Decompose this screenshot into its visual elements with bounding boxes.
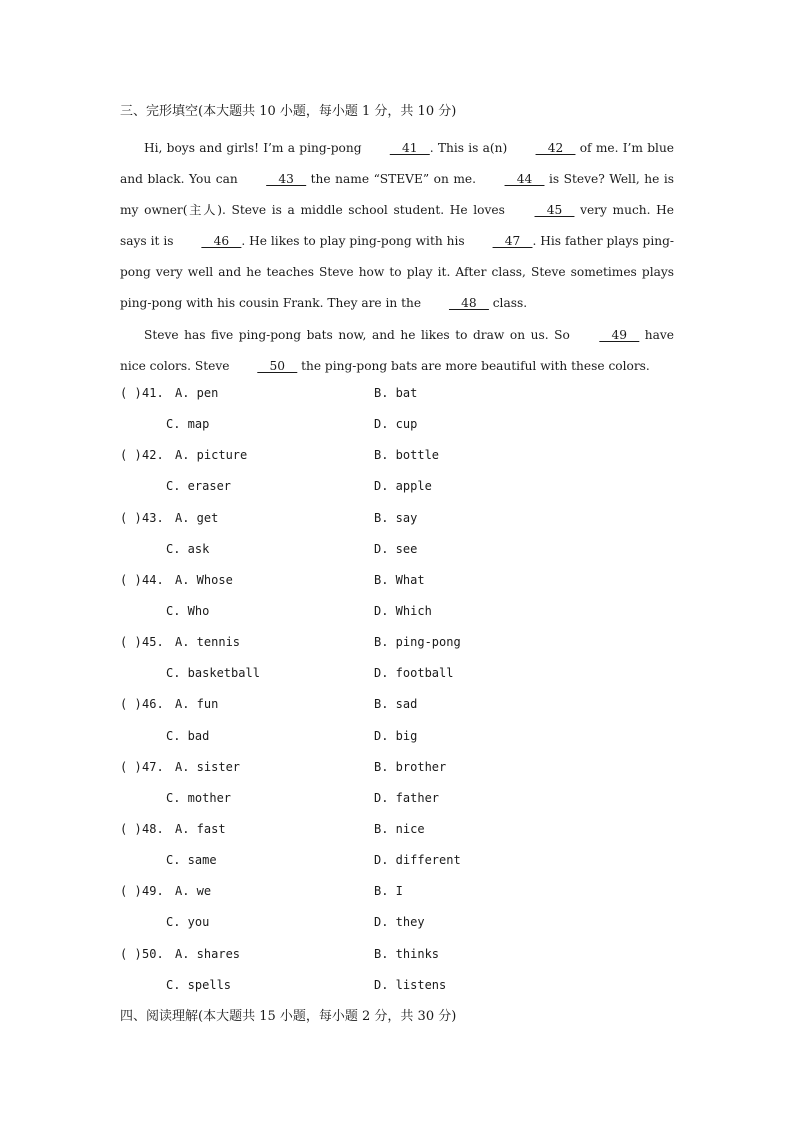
blank-49: __49__: [599, 327, 640, 342]
option-d: D. see: [374, 541, 418, 556]
question-row: [120, 378, 680, 409]
option-c: C. bad: [166, 728, 210, 743]
question-number: 45.: [142, 635, 164, 650]
passage-text: the ping-pong bats are more beautiful with these colors.: [297, 358, 650, 373]
option-c: C. basketball: [166, 666, 260, 681]
option-a: A. fast: [175, 821, 226, 836]
question-list: [120, 378, 680, 1001]
blank-43: __43__: [266, 172, 307, 187]
blank-46: __46__: [201, 234, 242, 249]
question-row-options: [120, 907, 680, 938]
question-number: 47.: [142, 759, 164, 774]
question-row: [120, 939, 680, 970]
answer-paren: ( ): [120, 448, 142, 463]
option-d: D. football: [374, 666, 454, 681]
blank-44: __44__: [504, 172, 545, 187]
passage-text: Hi, boys and girls! I’m a ping-pong: [144, 141, 366, 155]
question-row: [120, 627, 680, 658]
option-a: A. get: [175, 510, 219, 525]
question-number: 48.: [142, 821, 164, 836]
question-row-options: [120, 471, 680, 502]
option-c: C. eraser: [166, 479, 232, 494]
option-a: A. shares: [175, 946, 241, 961]
option-d: D. cup: [374, 417, 418, 432]
question-number: 50.: [142, 946, 164, 961]
passage-paragraph-2: [120, 320, 674, 382]
answer-paren: ( ): [120, 759, 142, 774]
option-a: A. picture: [175, 448, 248, 463]
question-row-options: [120, 970, 680, 1001]
option-b: B. bat: [374, 386, 418, 400]
answer-paren: ( ): [120, 884, 142, 899]
option-c: C. spells: [166, 977, 232, 992]
passage-text: class.: [488, 296, 528, 311]
answer-paren: ( ): [120, 635, 142, 650]
passage-text: the name “STEVE” on me.: [306, 172, 481, 187]
question-number: 46.: [142, 697, 164, 712]
option-a: A. we: [175, 884, 212, 899]
option-c: C. you: [166, 915, 210, 930]
option-c: C. Who: [166, 603, 210, 618]
option-b: B. bottle: [374, 448, 440, 463]
option-c: C. same: [166, 853, 217, 868]
passage-text: . This is a(n): [429, 141, 512, 155]
question-row-options: [120, 783, 680, 814]
answer-paren: ( ): [120, 572, 142, 587]
option-d: D. they: [374, 915, 425, 930]
question-row: [120, 503, 680, 534]
option-b: B. sad: [374, 697, 418, 712]
option-b: B. What: [374, 572, 425, 587]
option-b: B. nice: [374, 821, 425, 836]
option-d: D. apple: [374, 479, 432, 494]
answer-paren: ( ): [120, 386, 142, 400]
option-a: A. tennis: [175, 635, 241, 650]
blank-41: __41__: [389, 141, 430, 155]
option-d: D. Which: [374, 603, 432, 618]
passage-paragraph-1: [120, 133, 674, 320]
option-c: C. map: [166, 417, 210, 432]
passage-text: is Steve? Well, he is my owner(主人). Steve is a middle school student. He loves: [120, 172, 675, 218]
question-row-options: [120, 534, 680, 565]
option-c: C. ask: [166, 541, 210, 556]
blank-48: __48__: [448, 296, 489, 311]
passage-text: . His father plays ping-pong very well and he teaches Steve how to play it. After class, Steve sometimes plays ping-pong with his cousin Frank. They are in the: [120, 234, 674, 311]
question-row: [120, 814, 680, 845]
passage-text: very much. He says it is: [120, 203, 675, 249]
option-a: A. fun: [175, 697, 219, 712]
option-b: B. ping-pong: [374, 635, 461, 650]
question-row-options: [120, 721, 680, 752]
question-row: [120, 440, 680, 471]
question-row-options: [120, 845, 680, 876]
blank-42: __42__: [535, 141, 576, 155]
option-b: B. I: [374, 884, 403, 899]
question-row-options: [120, 596, 680, 627]
question-row-options: [120, 658, 680, 689]
option-b: B. brother: [374, 759, 447, 774]
answer-paren: ( ): [120, 510, 142, 525]
cloze-passage: [120, 133, 674, 382]
question-row: [120, 565, 680, 596]
option-b: B. thinks: [374, 946, 440, 961]
answer-paren: ( ): [120, 821, 142, 836]
question-number: 44.: [142, 572, 164, 587]
blank-47: __47__: [492, 234, 533, 249]
answer-paren: ( ): [120, 697, 142, 712]
option-a: A. sister: [175, 759, 241, 774]
section-3-title: 三、完形填空(本大题共 10 小题，每小题 1 分，共 10 分): [120, 104, 457, 119]
question-number: 42.: [142, 448, 164, 463]
question-number: 49.: [142, 884, 164, 899]
answer-paren: ( ): [120, 946, 142, 961]
section-4-title: 四、阅读理解(本大题共 15 小题，每小题 2 分，共 30 分): [120, 1009, 457, 1024]
passage-text: have nice colors. Steve: [120, 327, 675, 373]
passage-text: . He likes to play ping-pong with his: [241, 234, 469, 249]
question-row: [120, 689, 680, 720]
question-row: [120, 752, 680, 783]
option-c: C. mother: [166, 790, 232, 805]
question-number: 41.: [142, 386, 164, 400]
option-a: A. Whose: [175, 572, 233, 587]
option-d: D. listens: [374, 977, 447, 992]
option-d: D. big: [374, 728, 418, 743]
option-a: A. pen: [175, 386, 219, 400]
passage-text: of me. I’m blue and black. You can: [120, 141, 675, 187]
question-row-options: [120, 409, 680, 440]
option-b: B. say: [374, 510, 418, 525]
blank-45: __45__: [534, 203, 575, 218]
blank-50: __50__: [257, 358, 298, 373]
question-number: 43.: [142, 510, 164, 525]
passage-text: Steve has five ping-pong bats now, and he likes to draw on us. So: [144, 327, 576, 342]
question-row: [120, 876, 680, 907]
option-d: D. father: [374, 790, 440, 805]
option-d: D. different: [374, 853, 461, 868]
